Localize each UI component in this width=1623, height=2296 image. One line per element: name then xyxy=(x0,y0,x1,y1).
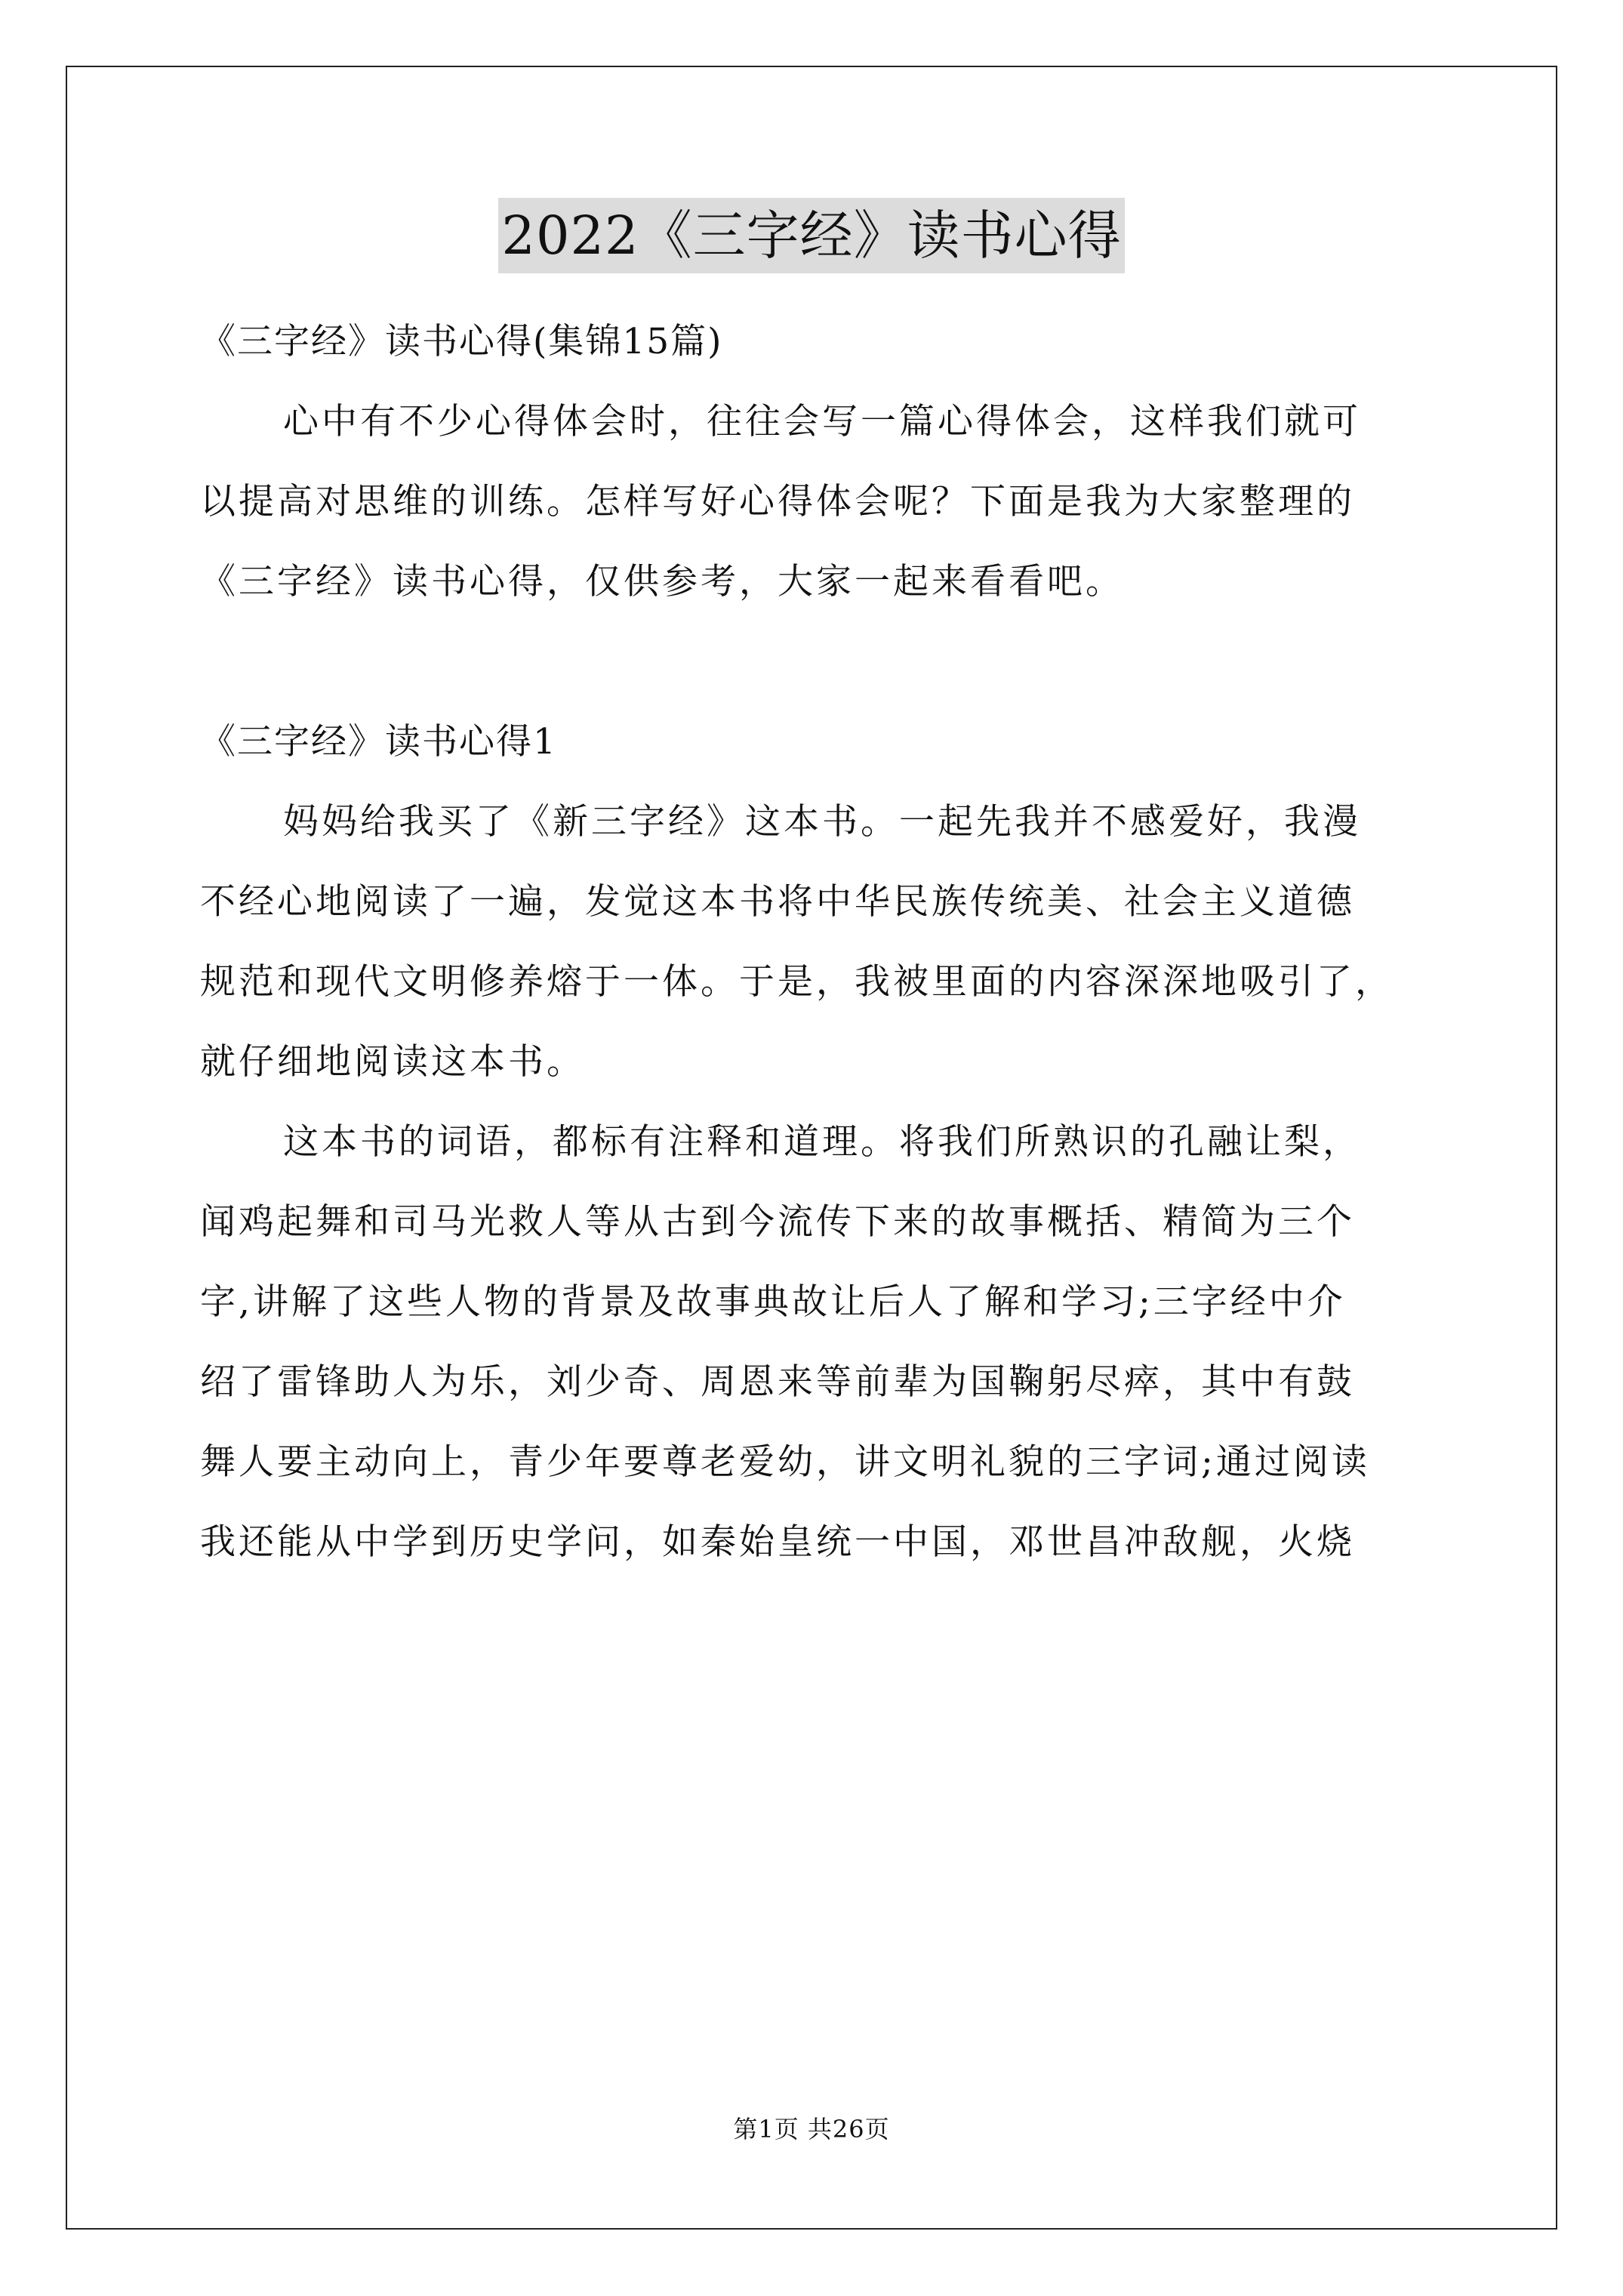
paragraph2-line: 舞人要主动向上，青少年要尊老爱幼，讲文明礼貌的三字词;通过阅读 xyxy=(200,1441,1370,1483)
intro-line: 《三字经》读书心得，仅供参考，大家一起来看看吧。 xyxy=(200,561,1124,603)
paragraph2-line: 闻鸡起舞和司马光救人等从古到今流传下来的故事概括、精简为三个 xyxy=(200,1201,1355,1243)
document-body xyxy=(200,302,1446,1583)
paragraph2-line: 绍了雷锋助人为乐，刘少奇、周恩来等前辈为国鞠躬尽瘁，其中有鼓 xyxy=(200,1361,1355,1403)
document-subtitle: 《三字经》读书心得(集锦15篇) xyxy=(200,321,723,362)
paragraph2-line: 这本书的词语，都标有注释和道理。将我们所熟识的孔融让梨， xyxy=(283,1121,1361,1163)
paragraph2-line: 字,讲解了这些人物的背景及故事典故让后人了解和学习;三字经中介 xyxy=(200,1281,1346,1323)
intro-line: 以提高对思维的训练。怎样写好心得体会呢？下面是我为大家整理的 xyxy=(200,481,1355,522)
paragraph1-line: 规范和现代文明修养熔于一体。于是，我被里面的内容深深地吸引了， xyxy=(200,961,1394,1003)
paragraph-gap xyxy=(200,622,1446,702)
paragraph1-line: 不经心地阅读了一遍，发觉这本书将中华民族传统美、社会主义道德 xyxy=(200,881,1355,923)
paragraph1-line: 就仔细地阅读这本书。 xyxy=(200,1041,585,1083)
title-container xyxy=(0,198,1623,273)
paragraph1-line: 妈妈给我买了《新三字经》这本书。一起先我并不感爱好，我漫 xyxy=(283,801,1361,843)
intro-line: 心中有不少心得体会时，往往会写一篇心得体会，这样我们就可 xyxy=(283,401,1361,442)
section-heading: 《三字经》读书心得1 xyxy=(200,721,557,763)
page-footer: 第1页 共26页 xyxy=(733,2115,890,2143)
paragraph2-line: 我还能从中学到历史学问，如秦始皇统一中国，邓世昌冲敌舰，火烧 xyxy=(200,1521,1355,1563)
document-title: 2022《三字经》读书心得 xyxy=(498,198,1124,273)
